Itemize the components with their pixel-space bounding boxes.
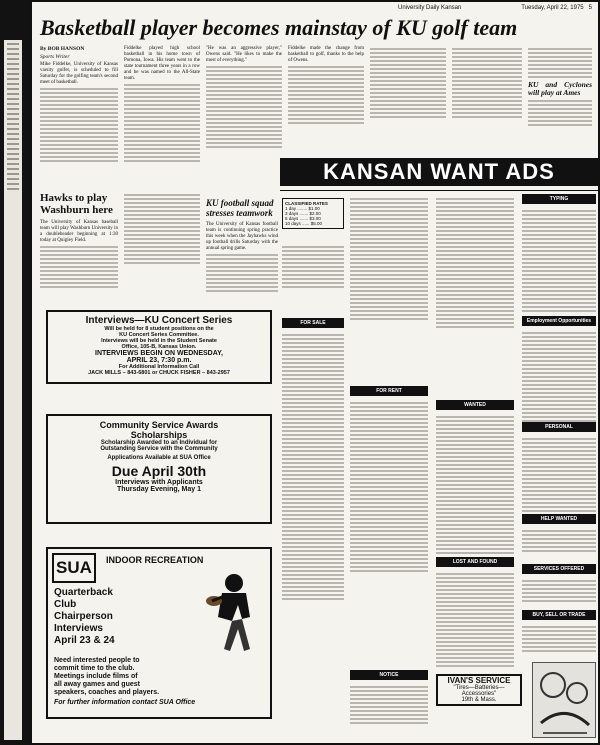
want-ads-banner: KANSAN WANT ADS [280, 158, 598, 186]
concert-interviews-line-8: JACK MILLS – 843-6801 or CHUCK FISHER – 843-2957 [88, 370, 230, 376]
ivans-service-line-2: 19th & Mass. [461, 697, 497, 703]
folio-date: Tuesday, April 22, 1975 [521, 5, 584, 11]
classified-column-4 [522, 208, 596, 314]
for-rent-header: FOR RENT [350, 386, 428, 396]
lead-column-5 [370, 46, 446, 120]
ivans-service-line-1: "Tires—Batteries—Accessories" [453, 685, 505, 697]
lead-body-lines [288, 66, 364, 124]
classified-column-4e [522, 578, 596, 604]
concert-interviews-title: Interviews—KU Concert Series [85, 315, 233, 326]
folio-page-number: 5 [588, 5, 592, 11]
decorative-ad-illustration [533, 663, 596, 738]
community-line-6: Thursday Evening, May 1 [116, 486, 202, 493]
binding-gutter [0, 0, 28, 745]
classified-column-1b [282, 332, 344, 602]
community-line-2: Outstanding Service with the Community [100, 446, 218, 452]
community-title-2: Scholarships [130, 430, 188, 440]
hawks-column-2 [124, 192, 200, 266]
classified-column-3c [436, 571, 514, 669]
concert-interviews-line-4: Office, 105-B, Kansas Union. [121, 344, 197, 350]
lead-byline: By BOB HANSON [40, 46, 85, 52]
community-service-ad [46, 414, 272, 524]
lead-column-6 [452, 46, 522, 120]
football-column [206, 222, 278, 294]
football-player-illustration [198, 571, 264, 655]
employment-header: Employment Opportunities [522, 316, 596, 326]
community-title-1: Community Service Awards [99, 420, 219, 430]
sua-line-3: Chairperson [54, 611, 113, 622]
kucyclones-headline: KU and Cyclones will play at Ames [528, 80, 592, 97]
community-line-3: Applications Available at SUA Office [107, 455, 211, 461]
sua-line-2: Club [54, 599, 77, 610]
classified-column-2 [350, 196, 428, 322]
sua-line-11: For further information contact SUA Office [54, 699, 196, 706]
concert-interviews-line-2: KU Concert Series Committee. [119, 332, 199, 338]
lead-body-lines [452, 48, 522, 118]
lead-column-2 [124, 46, 200, 164]
services-offered-header: SERVICES OFFERED [522, 564, 596, 574]
wanted-header: WANTED [436, 400, 514, 410]
lead-text-1: Mike Fiddelke, University of Kansas varsity golfer, is scheduled to fill Saturday for the golfing team's second meet of basketball. [40, 62, 118, 85]
lead-body-lines [528, 48, 592, 78]
help-wanted-header: HELP WANTED [522, 514, 596, 524]
lead-text-4: Fiddelke made the change from basketball to golf, thanks to the help of Owens. [288, 46, 364, 63]
hawks-column-1 [40, 220, 118, 290]
hawks-text: The University of Kansas baseball team will play Washburn University in a doubleheader beginning at 1:30 today at Quigley Field. [40, 220, 118, 243]
classified-column-2b [350, 400, 428, 574]
football-body-lines [206, 254, 278, 292]
community-line-5: Interviews with Applicants [115, 479, 203, 486]
lead-text-3: "He was an aggressive player," Owens said. "He likes to make the most of everything." [206, 46, 282, 63]
rates-line-4: 10 days ...... $5.00 [285, 221, 323, 226]
folio-line [38, 5, 592, 15]
sua-line-8: Meetings include films of [54, 673, 138, 680]
hawks-body-lines [124, 194, 200, 264]
concert-interviews-line-5: INTERVIEWS BEGIN ON WEDNESDAY, [95, 350, 223, 357]
folio-paper-name: University Daily Kansan [398, 5, 462, 11]
lead-text-2: Fiddelke played high school basketball in his home town of Pomona, Iowa. His team went to the state tournament three years in a row and he was named to the All-State team. [124, 46, 200, 81]
newspaper-page [32, 2, 598, 743]
display-ad-image [532, 662, 596, 738]
personal-header: PERSONAL [522, 422, 596, 432]
sua-line-4: Interviews [54, 623, 103, 634]
community-line-1: Scholarship Awarded to an Individual for [100, 440, 218, 446]
ivans-service-ad [436, 674, 522, 706]
lead-column-3 [206, 46, 282, 150]
lead-body-lines [124, 84, 200, 162]
typing-header: TYPING [522, 194, 596, 204]
classified-rates-box [282, 198, 344, 229]
rates-line-2: 3 days ....... $2.00 [285, 211, 321, 216]
classified-column-3 [436, 196, 514, 330]
sua-line-9: all away games and guest [54, 681, 140, 688]
notice-header: NOTICE [350, 670, 428, 680]
for-sale-header: FOR SALE [282, 318, 344, 328]
sua-line-10: speakers, coaches and players. [54, 689, 160, 696]
lead-body-lines [206, 66, 282, 148]
classified-column-4c [522, 436, 596, 514]
classified-column-3b [436, 414, 514, 556]
sua-heading: INDOOR RECREATION [106, 555, 204, 565]
hawks-headline: Hawks to play Washburn here [40, 192, 113, 216]
sua-line-5: April 23 & 24 [54, 635, 115, 646]
classified-column-4f [522, 624, 596, 654]
concert-interviews-line-7: For Additional Information Call [118, 364, 200, 370]
classified-column-1 [282, 244, 344, 290]
lead-column-4 [288, 46, 364, 126]
classified-column-4d [522, 528, 596, 554]
lead-body-lines [370, 48, 446, 118]
football-headline: KU football squad stresses teamwork [206, 198, 274, 218]
lead-column-7 [528, 46, 592, 128]
rates-title: CLASSIFIED RATES [285, 201, 328, 206]
classified-rule [280, 190, 598, 191]
hawks-body-lines [40, 246, 118, 288]
concert-interviews-line-1: Will be held for 8 student positions on the [104, 326, 214, 332]
sua-line-6: Need interested people to [54, 657, 140, 664]
lead-column-1 [40, 46, 118, 164]
rates-line-1: 1 day ........ $1.00 [285, 206, 320, 211]
lead-body-lines [40, 88, 118, 162]
concert-interviews-ad [46, 310, 272, 384]
sua-logo: SUA [52, 553, 96, 583]
sua-line-7: commit time to the club. [54, 665, 135, 672]
concert-interviews-line-3: Interviews will be held in the Student Senate [101, 338, 217, 344]
concert-interviews-line-6: APRIL 23, 7:30 p.m. [126, 357, 192, 364]
adjacent-page-strip [4, 40, 22, 740]
lead-headline: Basketball player becomes mainstay of KU golf team [40, 15, 518, 40]
football-text: The University of Kansas football team is continuing spring practice this week when the Jayhawks wind up football drills Saturday with the annual spring game. [206, 222, 278, 251]
lost-found-header: LOST AND FOUND [436, 557, 514, 567]
community-line-4: Due April 30th [111, 463, 207, 479]
classified-column-4b [522, 330, 596, 424]
ivans-service-name: IVAN'S SERVICE [447, 676, 511, 685]
sua-recreation-ad [46, 547, 272, 719]
rates-line-3: 5 days ....... $3.00 [285, 216, 321, 221]
lead-byline-role: Sports Writer [40, 54, 70, 60]
classified-column-2c [350, 684, 428, 726]
buy-sell-header: BUY, SELL OR TRADE [522, 610, 596, 620]
kucyclones-body-lines [528, 100, 592, 126]
sua-line-1: Quarterback [54, 587, 113, 598]
